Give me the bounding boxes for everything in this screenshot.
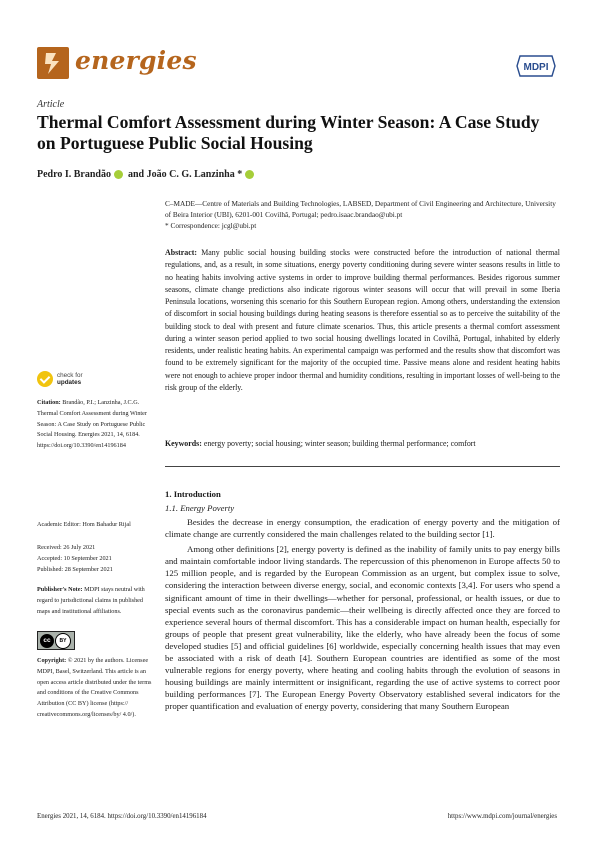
journal-name[interactable]: energies bbox=[75, 46, 197, 75]
accepted-date: Accepted: 10 September 2021 bbox=[37, 554, 112, 562]
published-date: Published: 28 September 2021 bbox=[37, 565, 113, 573]
copyright-label: Copyright: bbox=[37, 657, 67, 664]
divider bbox=[165, 466, 560, 467]
keywords bbox=[165, 438, 560, 450]
abstract bbox=[165, 247, 560, 394]
correspondence: * Correspondence: jcgl@ubi.pt bbox=[165, 221, 257, 230]
citation-text: Brandão, P.I.; Lanzinha, J.C.G. Thermal Comfort Assessment during Winter Season: A Case Study on Portuguese Public Social Housing. Energies 2021, 14, 6184. https://doi.org/10.3390/en14196184 bbox=[37, 399, 147, 450]
page-title: Thermal Comfort Assessment during Winter Season: A Case Study on Portuguese Public Social Housing bbox=[37, 112, 540, 153]
received-date: Received: 26 July 2021 bbox=[37, 544, 96, 551]
author-list bbox=[37, 169, 259, 180]
updates-label: updates bbox=[57, 379, 82, 386]
publisher-note-label: Publisher's Note: bbox=[37, 586, 83, 593]
article-type: Article bbox=[37, 99, 65, 110]
check-for-updates[interactable] bbox=[37, 371, 83, 387]
mdpi-logo[interactable] bbox=[516, 55, 556, 77]
author-conjunction: and bbox=[128, 169, 145, 180]
publisher-note bbox=[37, 585, 157, 617]
affiliation-text: C–MADE—Centre of Materials and Building Technologies, LABSED, Department of Civil Engineering and Architecture, University of Beira Interior (UBI), 6201-001 Covilhã, Portugal; pedro.isaac.brandao@ubi.pt bbox=[165, 199, 556, 219]
energy-bolt-icon bbox=[37, 47, 69, 79]
check-updates-icon bbox=[37, 371, 53, 387]
orcid-icon[interactable] bbox=[114, 170, 123, 179]
journal-logo bbox=[37, 47, 69, 79]
page-footer bbox=[37, 813, 557, 820]
body-text bbox=[165, 516, 560, 713]
paragraph: Besides the decrease in energy consumption, the eradication of energy poverty and the mitigation of climate change are currently considered the main challenges related to the building sector [1]. bbox=[165, 517, 560, 540]
citation-label: Citation: bbox=[37, 399, 61, 406]
citation bbox=[37, 398, 157, 452]
by-icon: BY bbox=[55, 633, 71, 649]
subsection-heading: 1.1. Energy Poverty bbox=[165, 503, 235, 513]
affiliation bbox=[165, 198, 560, 231]
author-name[interactable]: Pedro I. Brandão bbox=[37, 169, 111, 180]
cc-icon: cc bbox=[40, 634, 54, 648]
copyright-text: © 2021 by the authors. Licensee MDPI, Basel, Switzerland. This article is an open access article distributed under the terms and conditions of the Creative Commons Attribution (CC BY) license (https:// creativecommons.org/licenses/by/ 4.0/). bbox=[37, 657, 152, 718]
cc-by-badge[interactable] bbox=[37, 631, 75, 650]
check-for-label: check for bbox=[57, 372, 83, 379]
footer-citation: Energies 2021, 14, 6184. https://doi.org/10.3390/en14196184 bbox=[37, 813, 207, 820]
orcid-icon[interactable] bbox=[245, 170, 254, 179]
publisher-name: MDPI bbox=[523, 62, 549, 73]
copyright bbox=[37, 656, 157, 721]
publisher-note-text: MDPI stays neutral with regard to jurisdictional claims in published maps and institutional affiliations. bbox=[37, 586, 145, 615]
keywords-text: energy poverty; social housing; winter season; building thermal performance; comfort bbox=[203, 439, 476, 448]
abstract-text: Many public social housing building stocks were constructed before the introduction of national thermal regulations, and, as a result, in some situations, energy poverty conditioning during severe winter seasons results in little to no heating habits involving active systems in order to improve building thermal performances. Besides rigorous summer seasons, climate change predictions also indicate rigorous winter seasons will occur that will prevail in some Iberia Peninsula locations, worsening this scenario for this Southern European region. Among others, understanding the extension of discomfort in social housing buildings during heating seasons is therefore essential so as to perceive the suitability of the building stock to deal with present and future climate scenarios. Thus, this article presents a thermal comfort assessment during a winter season period applied to two social housing dwellings located in Covilhã, Portugal, inhabited by elderly residents, under realistic heating habits. An experimental campaign was performed and the results show that discomfort was found to be extremely significant for the majority of the occupied time. Passive means alone and resident heating habits were not enough to achieve proper indoor thermal and humidity conditions, resulting in important losses of well-being to the risk group of the elderly. bbox=[165, 248, 560, 392]
abstract-label: Abstract: bbox=[165, 248, 197, 257]
section-heading: 1. Introduction bbox=[165, 489, 221, 499]
academic-editor: Academic Editor: Hom Bahadur Rijal bbox=[37, 521, 131, 528]
footer-journal-url[interactable]: https://www.mdpi.com/journal/energies bbox=[447, 813, 557, 820]
dates bbox=[37, 543, 157, 575]
paragraph: Among other definitions [2], energy poverty is defined as the inability of family units to pay energy bills and maintain comfortable indoor living standards. The repercussion of this phenomenon in Europe affects 50 to 125 million people, and is regarded by the European Commission as an urgent, but complex issue to solve, considering the interaction between diverse energy, social, and economic contexts [3,4]. For users who spend a significant amount of time in their dwellings—whether for personal, professional, or health issues, or due to special events such as the coronavirus pandemic—their wellbeing is directly affected once they are forced to experience several hours of thermal discomfort. This has a considerable impact on human health, especially for groups of people that present great vulnerability, like the elderly, who have already been the focus of some developed studies [5] and official guidelines [6] worldwide, especially concerning health issues that may even be associated with a risk of death [4]. Southern European countries are identified as some of the most vulnerable regions for energy poverty, where heating and cooling habits through the evolution of seasons in housing buildings are mainly intermittent or insignificant, regarding the use of active systems to correct poor building performances [7]. The European Energy Poverty Observatory established several indicators for the proper quantification and evaluation of energy poverty, considering that many Southern European bbox=[165, 544, 560, 712]
keywords-label: Keywords: bbox=[165, 439, 202, 448]
author-name[interactable]: João C. G. Lanzinha * bbox=[146, 169, 243, 180]
